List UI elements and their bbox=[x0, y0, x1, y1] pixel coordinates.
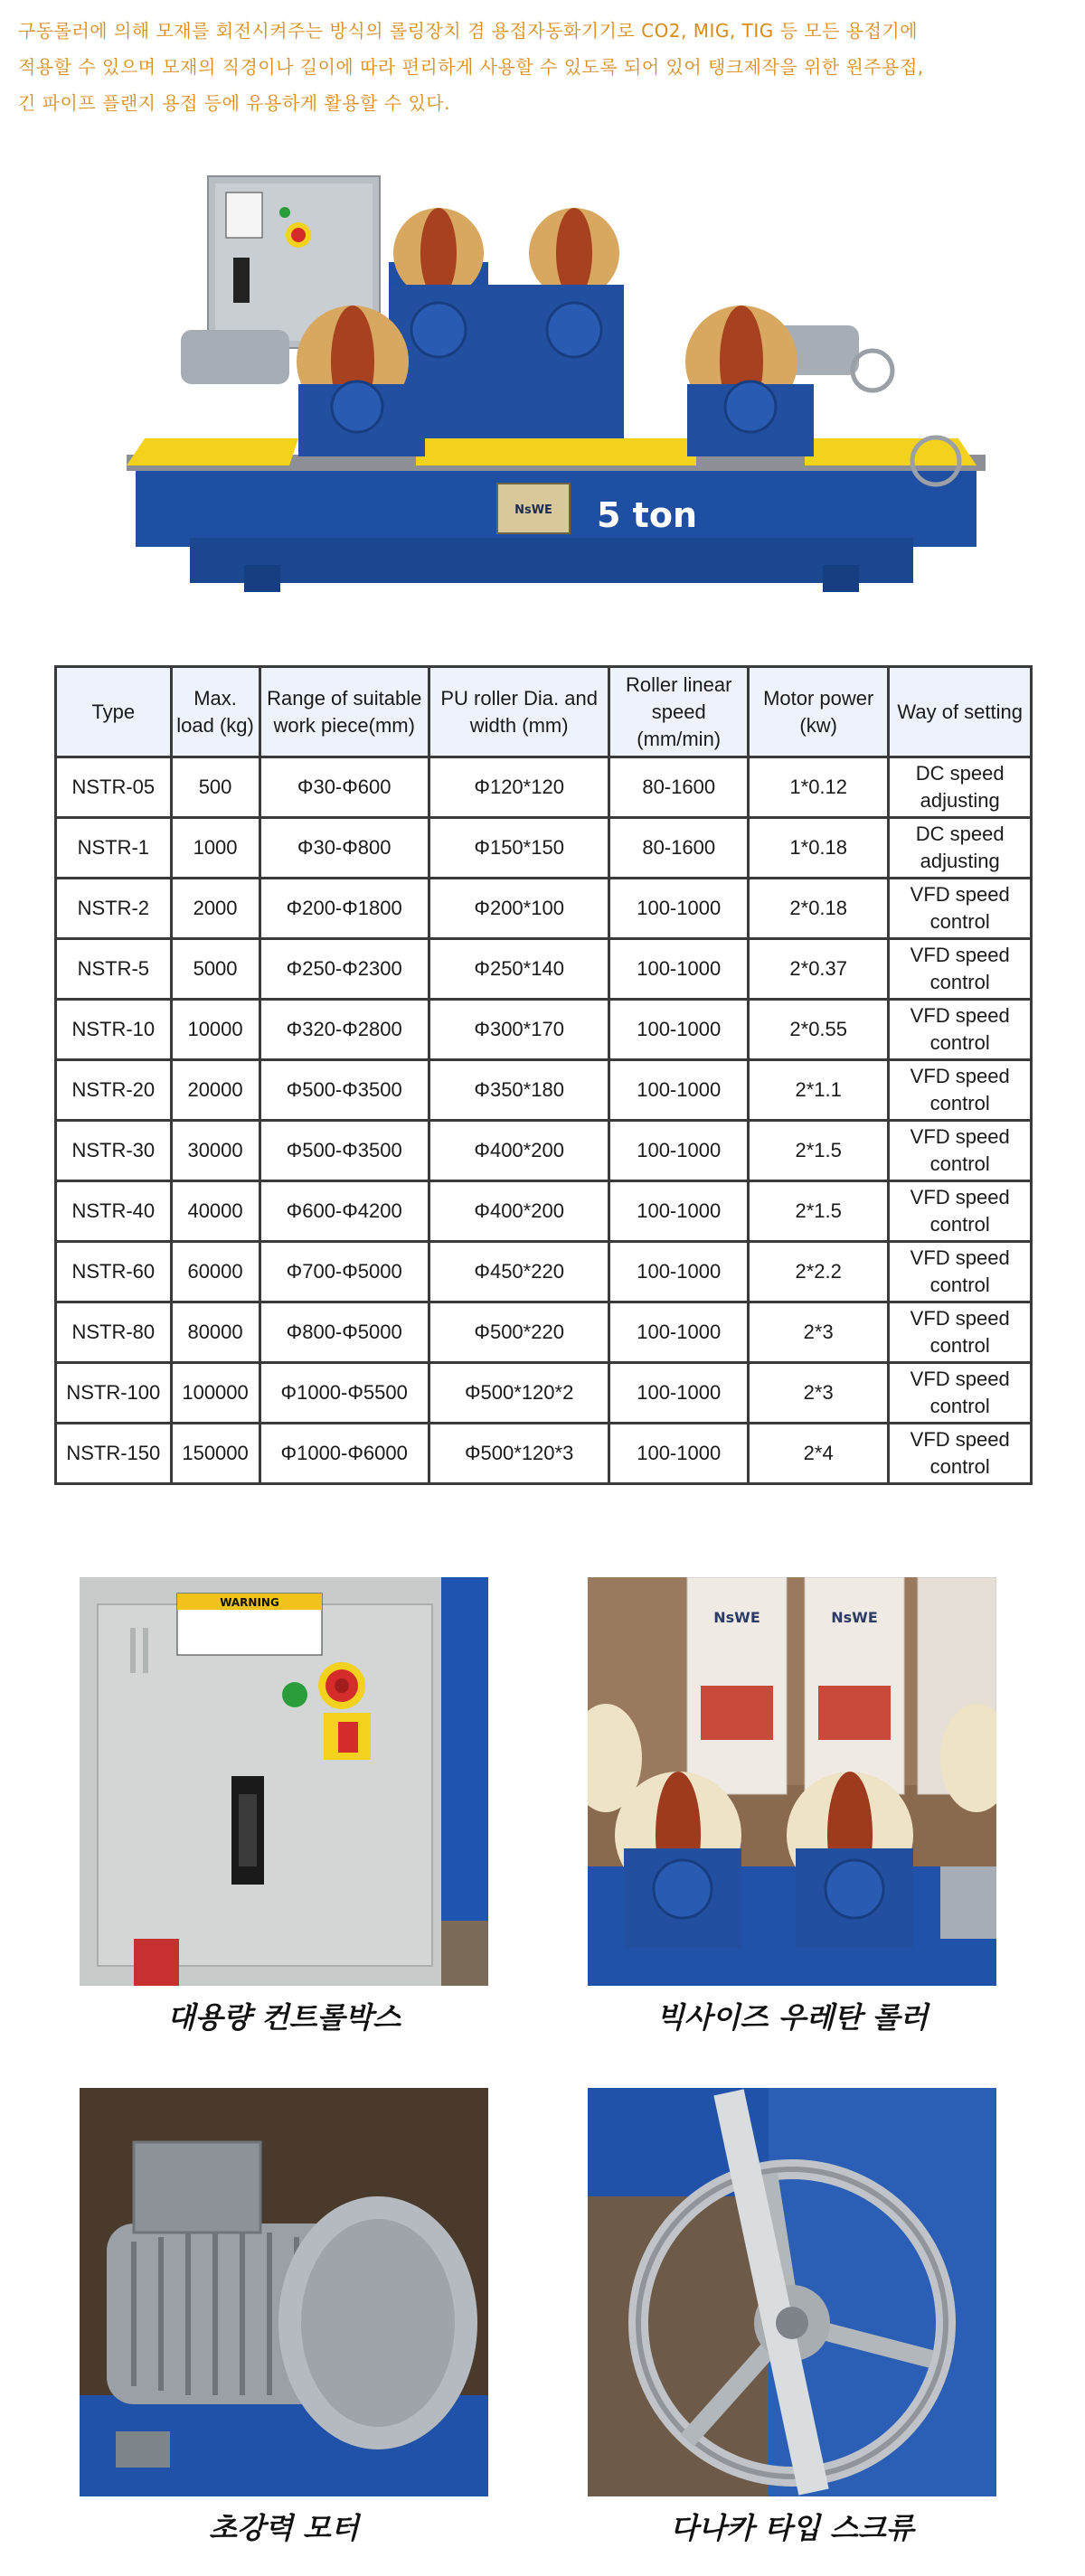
cell-roller-size: Φ500*120*3 bbox=[429, 1424, 609, 1484]
cell-roller-size: Φ500*220 bbox=[429, 1302, 609, 1363]
cell-setting: VFD speed control bbox=[889, 1424, 1032, 1484]
cell-roller-size: Φ500*120*2 bbox=[429, 1363, 609, 1424]
cell-roller-speed: 100-1000 bbox=[609, 1363, 749, 1424]
control-box-photo bbox=[80, 1577, 488, 1986]
cell-setting: VFD speed control bbox=[889, 1060, 1032, 1121]
hero-badge: NsWE bbox=[514, 503, 552, 517]
cell-work-range: Φ700-Φ5000 bbox=[259, 1242, 429, 1302]
table-row bbox=[56, 757, 1032, 818]
table-row bbox=[56, 1302, 1032, 1363]
cell-max-load: 40000 bbox=[171, 1181, 259, 1242]
cell-type: NSTR-05 bbox=[56, 757, 172, 818]
cell-roller-size: Φ400*200 bbox=[429, 1121, 609, 1181]
cell-max-load: 150000 bbox=[171, 1424, 259, 1484]
hero-machine-image bbox=[118, 167, 995, 601]
cell-roller-size: Φ250*140 bbox=[429, 939, 609, 1000]
roller-caption: 빅사이즈 우레탄 롤러 bbox=[656, 2000, 929, 2035]
cell-setting: VFD speed control bbox=[889, 1363, 1032, 1424]
cell-max-load: 100000 bbox=[171, 1363, 259, 1424]
table-row bbox=[56, 1121, 1032, 1181]
cell-type: NSTR-80 bbox=[56, 1302, 172, 1363]
box-brand-2: NsWE bbox=[831, 1609, 878, 1626]
cell-work-range: Φ200-Φ1800 bbox=[259, 879, 429, 939]
table-row bbox=[56, 1060, 1032, 1121]
cell-roller-size: Φ450*220 bbox=[429, 1242, 609, 1302]
intro-line-2: 적용할 수 있으며 모재의 직경이나 길이에 따라 편리하게 사용할 수 있도록 되어 있어 탱크제작을 위한 원주용접, bbox=[18, 56, 924, 78]
cell-motor-power: 1*0.12 bbox=[749, 757, 889, 818]
table-row bbox=[56, 939, 1032, 1000]
cell-type: NSTR-40 bbox=[56, 1181, 172, 1242]
intro-paragraph bbox=[18, 13, 1076, 121]
cell-setting: DC speed adjusting bbox=[889, 757, 1032, 818]
cell-roller-speed: 100-1000 bbox=[609, 1181, 749, 1242]
cell-roller-size: Φ400*200 bbox=[429, 1181, 609, 1242]
intro-line-3: 긴 파이프 플랜지 용접 등에 유용하게 활용할 수 있다. bbox=[18, 92, 450, 114]
cell-motor-power: 2*1.5 bbox=[749, 1121, 889, 1181]
cell-max-load: 500 bbox=[171, 757, 259, 818]
cell-type: NSTR-20 bbox=[56, 1060, 172, 1121]
table-row bbox=[56, 1181, 1032, 1242]
cell-type: NSTR-150 bbox=[56, 1424, 172, 1484]
cell-motor-power: 2*4 bbox=[749, 1424, 889, 1484]
cell-roller-speed: 100-1000 bbox=[609, 1060, 749, 1121]
cell-roller-speed: 100-1000 bbox=[609, 1302, 749, 1363]
spec-table bbox=[54, 665, 1033, 1485]
welding-rotator-illustration bbox=[118, 167, 995, 601]
cell-setting: VFD speed control bbox=[889, 939, 1032, 1000]
cell-roller-speed: 100-1000 bbox=[609, 1242, 749, 1302]
cell-motor-power: 2*0.18 bbox=[749, 879, 889, 939]
cell-motor-power: 2*3 bbox=[749, 1363, 889, 1424]
roller-photo bbox=[588, 1577, 996, 1986]
table-row bbox=[56, 879, 1032, 939]
cell-work-range: Φ500-Φ3500 bbox=[259, 1121, 429, 1181]
cell-roller-size: Φ300*170 bbox=[429, 1000, 609, 1060]
cell-roller-speed: 100-1000 bbox=[609, 1000, 749, 1060]
cell-setting: VFD speed control bbox=[889, 1121, 1032, 1181]
cell-roller-speed: 100-1000 bbox=[609, 1424, 749, 1484]
cell-work-range: Φ1000-Φ5500 bbox=[259, 1363, 429, 1424]
cell-work-range: Φ250-Φ2300 bbox=[259, 939, 429, 1000]
cell-motor-power: 2*2.2 bbox=[749, 1242, 889, 1302]
cell-work-range: Φ1000-Φ6000 bbox=[259, 1424, 429, 1484]
col-header-setting: Way of setting bbox=[889, 667, 1032, 757]
cell-max-load: 20000 bbox=[171, 1060, 259, 1121]
cell-max-load: 1000 bbox=[171, 818, 259, 879]
cell-max-load: 60000 bbox=[171, 1242, 259, 1302]
cell-max-load: 5000 bbox=[171, 939, 259, 1000]
cell-work-range: Φ30-Φ800 bbox=[259, 818, 429, 879]
cell-setting: VFD speed control bbox=[889, 1181, 1032, 1242]
cell-work-range: Φ320-Φ2800 bbox=[259, 1000, 429, 1060]
col-header-roller-size: PU roller Dia. and width (mm) bbox=[429, 667, 609, 757]
box-brand-1: NsWE bbox=[713, 1609, 760, 1626]
cell-max-load: 10000 bbox=[171, 1000, 259, 1060]
cell-type: NSTR-60 bbox=[56, 1242, 172, 1302]
cell-motor-power: 2*1.1 bbox=[749, 1060, 889, 1121]
cell-roller-speed: 100-1000 bbox=[609, 939, 749, 1000]
intro-line-1: 구동롤러에 의해 모재를 회전시켜주는 방식의 롤링장치 겸 용접자동화기기로 CO2, MIG, TIG 등 모든 용접기에 bbox=[18, 20, 919, 42]
table-row bbox=[56, 1242, 1032, 1302]
warning-label: WARNING bbox=[220, 1596, 279, 1609]
col-header-type: Type bbox=[56, 667, 172, 757]
cell-type: NSTR-100 bbox=[56, 1363, 172, 1424]
cell-work-range: Φ800-Φ5000 bbox=[259, 1302, 429, 1363]
control-box-caption: 대용량 컨트롤박스 bbox=[166, 2000, 401, 2035]
spec-table-body bbox=[56, 757, 1032, 1484]
cell-motor-power: 2*1.5 bbox=[749, 1181, 889, 1242]
cell-setting: VFD speed control bbox=[889, 1302, 1032, 1363]
hero-capacity-label: 5 ton bbox=[597, 495, 697, 535]
cell-roller-size: Φ120*120 bbox=[429, 757, 609, 818]
cell-roller-size: Φ200*100 bbox=[429, 879, 609, 939]
table-row bbox=[56, 1424, 1032, 1484]
cell-roller-size: Φ350*180 bbox=[429, 1060, 609, 1121]
cell-motor-power: 2*0.55 bbox=[749, 1000, 889, 1060]
cell-max-load: 2000 bbox=[171, 879, 259, 939]
cell-type: NSTR-30 bbox=[56, 1121, 172, 1181]
col-header-motor-power: Motor power (kw) bbox=[749, 667, 889, 757]
cell-type: NSTR-1 bbox=[56, 818, 172, 879]
col-header-max-load: Max. load (kg) bbox=[171, 667, 259, 757]
table-row bbox=[56, 1000, 1032, 1060]
cell-motor-power: 2*0.37 bbox=[749, 939, 889, 1000]
cell-type: NSTR-5 bbox=[56, 939, 172, 1000]
cell-setting: VFD speed control bbox=[889, 879, 1032, 939]
cell-work-range: Φ600-Φ4200 bbox=[259, 1181, 429, 1242]
cell-max-load: 80000 bbox=[171, 1302, 259, 1363]
cell-max-load: 30000 bbox=[171, 1121, 259, 1181]
cell-setting: VFD speed control bbox=[889, 1242, 1032, 1302]
col-header-roller-speed: Roller linear speed (mm/min) bbox=[609, 667, 749, 757]
cell-roller-size: Φ150*150 bbox=[429, 818, 609, 879]
motor-photo bbox=[80, 2088, 488, 2496]
handwheel-caption: 다나카 타입 스크류 bbox=[670, 2511, 914, 2545]
cell-motor-power: 2*3 bbox=[749, 1302, 889, 1363]
cell-motor-power: 1*0.18 bbox=[749, 818, 889, 879]
cell-setting: DC speed adjusting bbox=[889, 818, 1032, 879]
cell-type: NSTR-2 bbox=[56, 879, 172, 939]
col-header-work-range: Range of suitable work piece(mm) bbox=[259, 667, 429, 757]
table-row bbox=[56, 818, 1032, 879]
cell-type: NSTR-10 bbox=[56, 1000, 172, 1060]
table-row bbox=[56, 1363, 1032, 1424]
cell-roller-speed: 100-1000 bbox=[609, 879, 749, 939]
motor-caption: 초강력 모터 bbox=[209, 2511, 359, 2545]
spec-table-header-row bbox=[56, 667, 1032, 757]
cell-work-range: Φ30-Φ600 bbox=[259, 757, 429, 818]
cell-work-range: Φ500-Φ3500 bbox=[259, 1060, 429, 1121]
cell-roller-speed: 80-1600 bbox=[609, 757, 749, 818]
cell-roller-speed: 100-1000 bbox=[609, 1121, 749, 1181]
handwheel-photo bbox=[588, 2088, 996, 2496]
cell-setting: VFD speed control bbox=[889, 1000, 1032, 1060]
cell-roller-speed: 80-1600 bbox=[609, 818, 749, 879]
